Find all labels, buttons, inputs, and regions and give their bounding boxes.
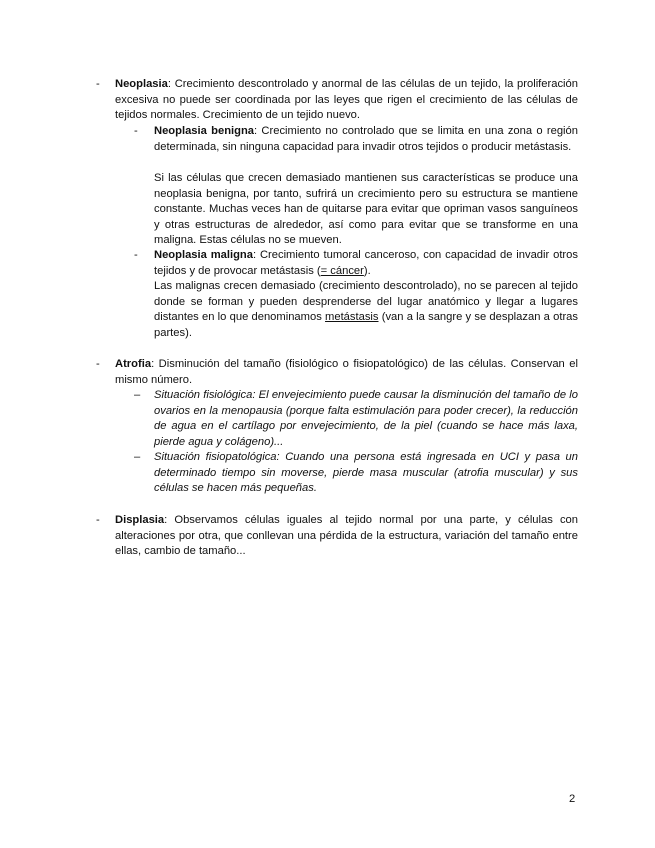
atrofia-fisiologica: Situación fisiológica: El envejecimiento puede causar la disminución del tamaño de lo ovarios en la menopausia (porque falta estimulación para poder crecer), la reducción de agua en el cartílago por envejecimiento, de la piel (cuando se hace más laxa, pierde agua y colágeno)... (154, 389, 578, 448)
atrofia-definition: : Disminución del tamaño (fisiológico o fisiopatológico) de las células. Conservan el mismo número. (115, 358, 578, 386)
displasia-paragraph (115, 513, 578, 560)
bullet-dash: – (134, 389, 141, 401)
maligna-paragraph (154, 248, 578, 279)
atrofia-fisiopatologica: Situación fisiopatológica: Cuando una persona está ingresada en UCI y pasa un determinado tiempo sin moverse, pierde masa muscular (atrofia muscular) y sus células se hacen más pequeñas. (154, 451, 578, 495)
benigna-definition: : Crecimiento no controlado que se limita en una zona o región determinada, sin ninguna capacidad para invadir otros tejidos o producir metástasis. (154, 125, 578, 153)
bullet-dash: - (96, 358, 100, 370)
maligna-explanation (154, 279, 578, 341)
bullet-dash: - (96, 78, 100, 90)
maligna-definition-end: ). (363, 264, 371, 277)
displasia-definition: : Observamos células iguales al tejido normal por una parte, y células con alteraciones por otra, que conllevan una pérdida de la estructura, variación del tamaño entre ellas, cambio de tamaño... (115, 514, 578, 558)
underlined-cancer: = cáncer (320, 264, 364, 277)
page-number: 2 (569, 793, 576, 805)
term-neoplasia: Neoplasia (115, 78, 168, 90)
bullet-dash: - (134, 125, 138, 137)
bullet-dash: – (134, 451, 141, 463)
underlined-metastasis: metástasis (325, 311, 379, 324)
term-atrofia: Atrofia (115, 358, 152, 370)
neoplasia-paragraph (115, 77, 578, 124)
maligna-definition: : Crecimiento tumoral canceroso, con capacidad de invadir otros tejidos y de provocar metástasis ( (154, 249, 578, 277)
term-neoplasia-maligna: Neoplasia maligna (154, 249, 253, 261)
bullet-dash: - (96, 514, 100, 526)
atrofia-paragraph (115, 357, 578, 388)
bullet-dash: - (134, 249, 138, 261)
term-neoplasia-benigna: Neoplasia benigna (154, 125, 255, 137)
benigna-explanation: Si las células que crecen demasiado mantienen sus características se produce una neoplasia benigna, por tanto, sufrirá un crecimiento pero su estructura se mantiene constante. Muchas veces han de quitarse para evitar que opriman vasos sanguíneos y otras estructuras de alrededor, así como para evitar que se transforme en una maligna. Estas células no se mueven. (154, 172, 578, 247)
term-displasia: Displasia (115, 514, 165, 526)
maligna-explanation-start: Las malignas crecen demasiado (crecimiento descontrolado), no se parecen al tejido donde se forman y pueden desprenderse del lugar anatómico y llegar a lugares distantes en lo que denominamos (154, 280, 578, 324)
maligna-explanation-end: (van a la sangre y se desplazan a otras partes). (154, 311, 578, 339)
neoplasia-definition: : Crecimiento descontrolado y anormal de las células de un tejido, la proliferación excesiva no puede ser coordinada por las leyes que rigen el crecimiento de las células de tejidos normales. Crecimiento de un tejido nuevo. (115, 78, 578, 122)
benigna-paragraph (154, 124, 578, 155)
